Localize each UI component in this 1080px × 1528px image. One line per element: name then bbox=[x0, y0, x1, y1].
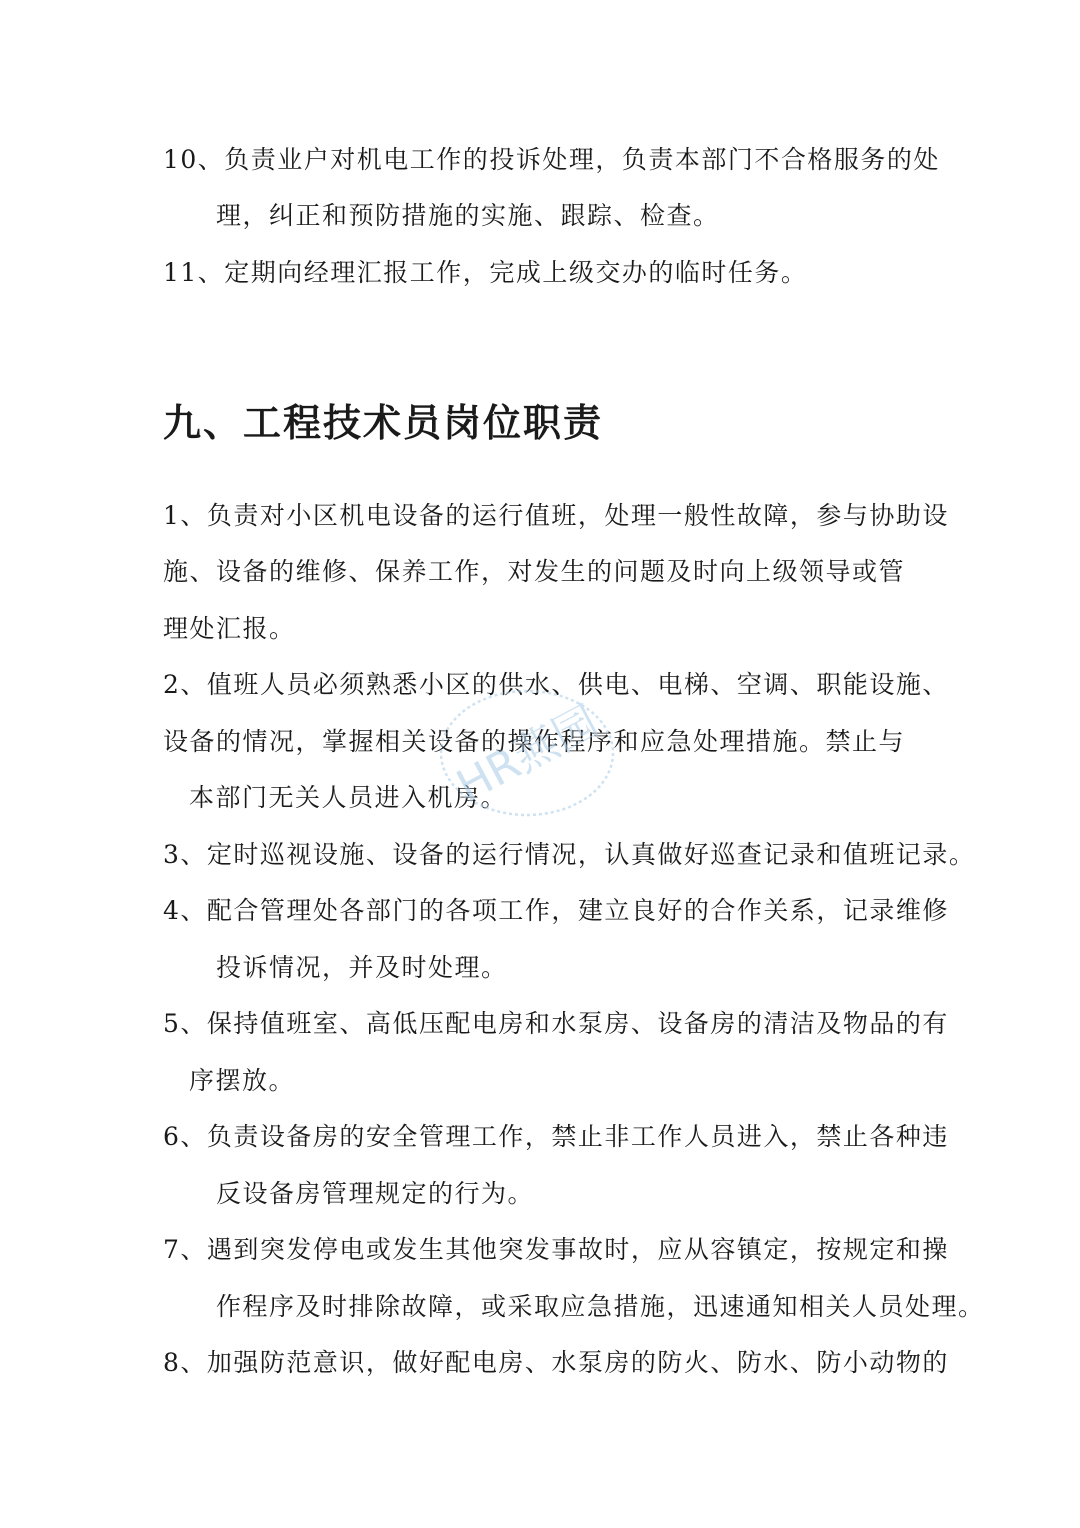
prev-item-10-line-1: 10、负责业户对机电工作的投诉处理，负责本部门不合格服务的处 bbox=[163, 145, 940, 174]
item-4-line-1: 4、配合管理处各部门的各项工作，建立良好的合作关系，记录维修 bbox=[163, 896, 949, 925]
item-6-line-1: 6、负责设备房的安全管理工作，禁止非工作人员进入，禁止各种违 bbox=[163, 1122, 949, 1151]
prev-item-10-line-2: 理，纠正和预防措施的实施、跟踪、检查。 bbox=[216, 201, 720, 230]
item-6-line-2: 反设备房管理规定的行为。 bbox=[216, 1179, 535, 1208]
item-5-line-2: 序摆放。 bbox=[189, 1066, 296, 1095]
item-2-line-1: 2、值班人员必须熟悉小区的供水、供电、电梯、空调、职能设施、 bbox=[163, 670, 949, 699]
prev-item-11-line-1: 11、定期向经理汇报工作，完成上级交办的临时任务。 bbox=[163, 258, 808, 287]
item-2-line-3: 本部门无关人员进入机房。 bbox=[189, 783, 508, 812]
item-8-line-1: 8、加强防范意识，做好配电房、水泵房的防火、防水、防小动物的 bbox=[163, 1348, 949, 1377]
item-4-line-2: 投诉情况，并及时处理。 bbox=[216, 953, 508, 982]
watermark-text: HR燕园 bbox=[448, 696, 607, 813]
item-1-line-2: 施、设备的维修、保养工作，对发生的问题及时向上级领导或管 bbox=[163, 557, 906, 586]
item-3-line-1: 3、定时巡视设施、设备的运行情况，认真做好巡查记录和值班记录。 bbox=[163, 840, 976, 869]
item-5-line-1: 5、保持值班室、高低压配电房和水泵房、设备房的清洁及物品的有 bbox=[163, 1009, 949, 1038]
item-7-line-2: 作程序及时排除故障，或采取应急措施，迅速通知相关人员处理。 bbox=[216, 1292, 985, 1321]
section-title: 九、工程技术员岗位职责 bbox=[163, 400, 604, 445]
item-1-line-3: 理处汇报。 bbox=[163, 614, 296, 643]
item-7-line-1: 7、遇到突发停电或发生其他突发事故时，应从容镇定，按规定和操 bbox=[163, 1235, 949, 1264]
item-1-line-1: 1、负责对小区机电设备的运行值班，处理一般性故障，参与协助设 bbox=[163, 501, 949, 530]
item-2-line-2: 设备的情况，掌握相关设备的操作程序和应急处理措施。禁止与 bbox=[163, 727, 906, 756]
